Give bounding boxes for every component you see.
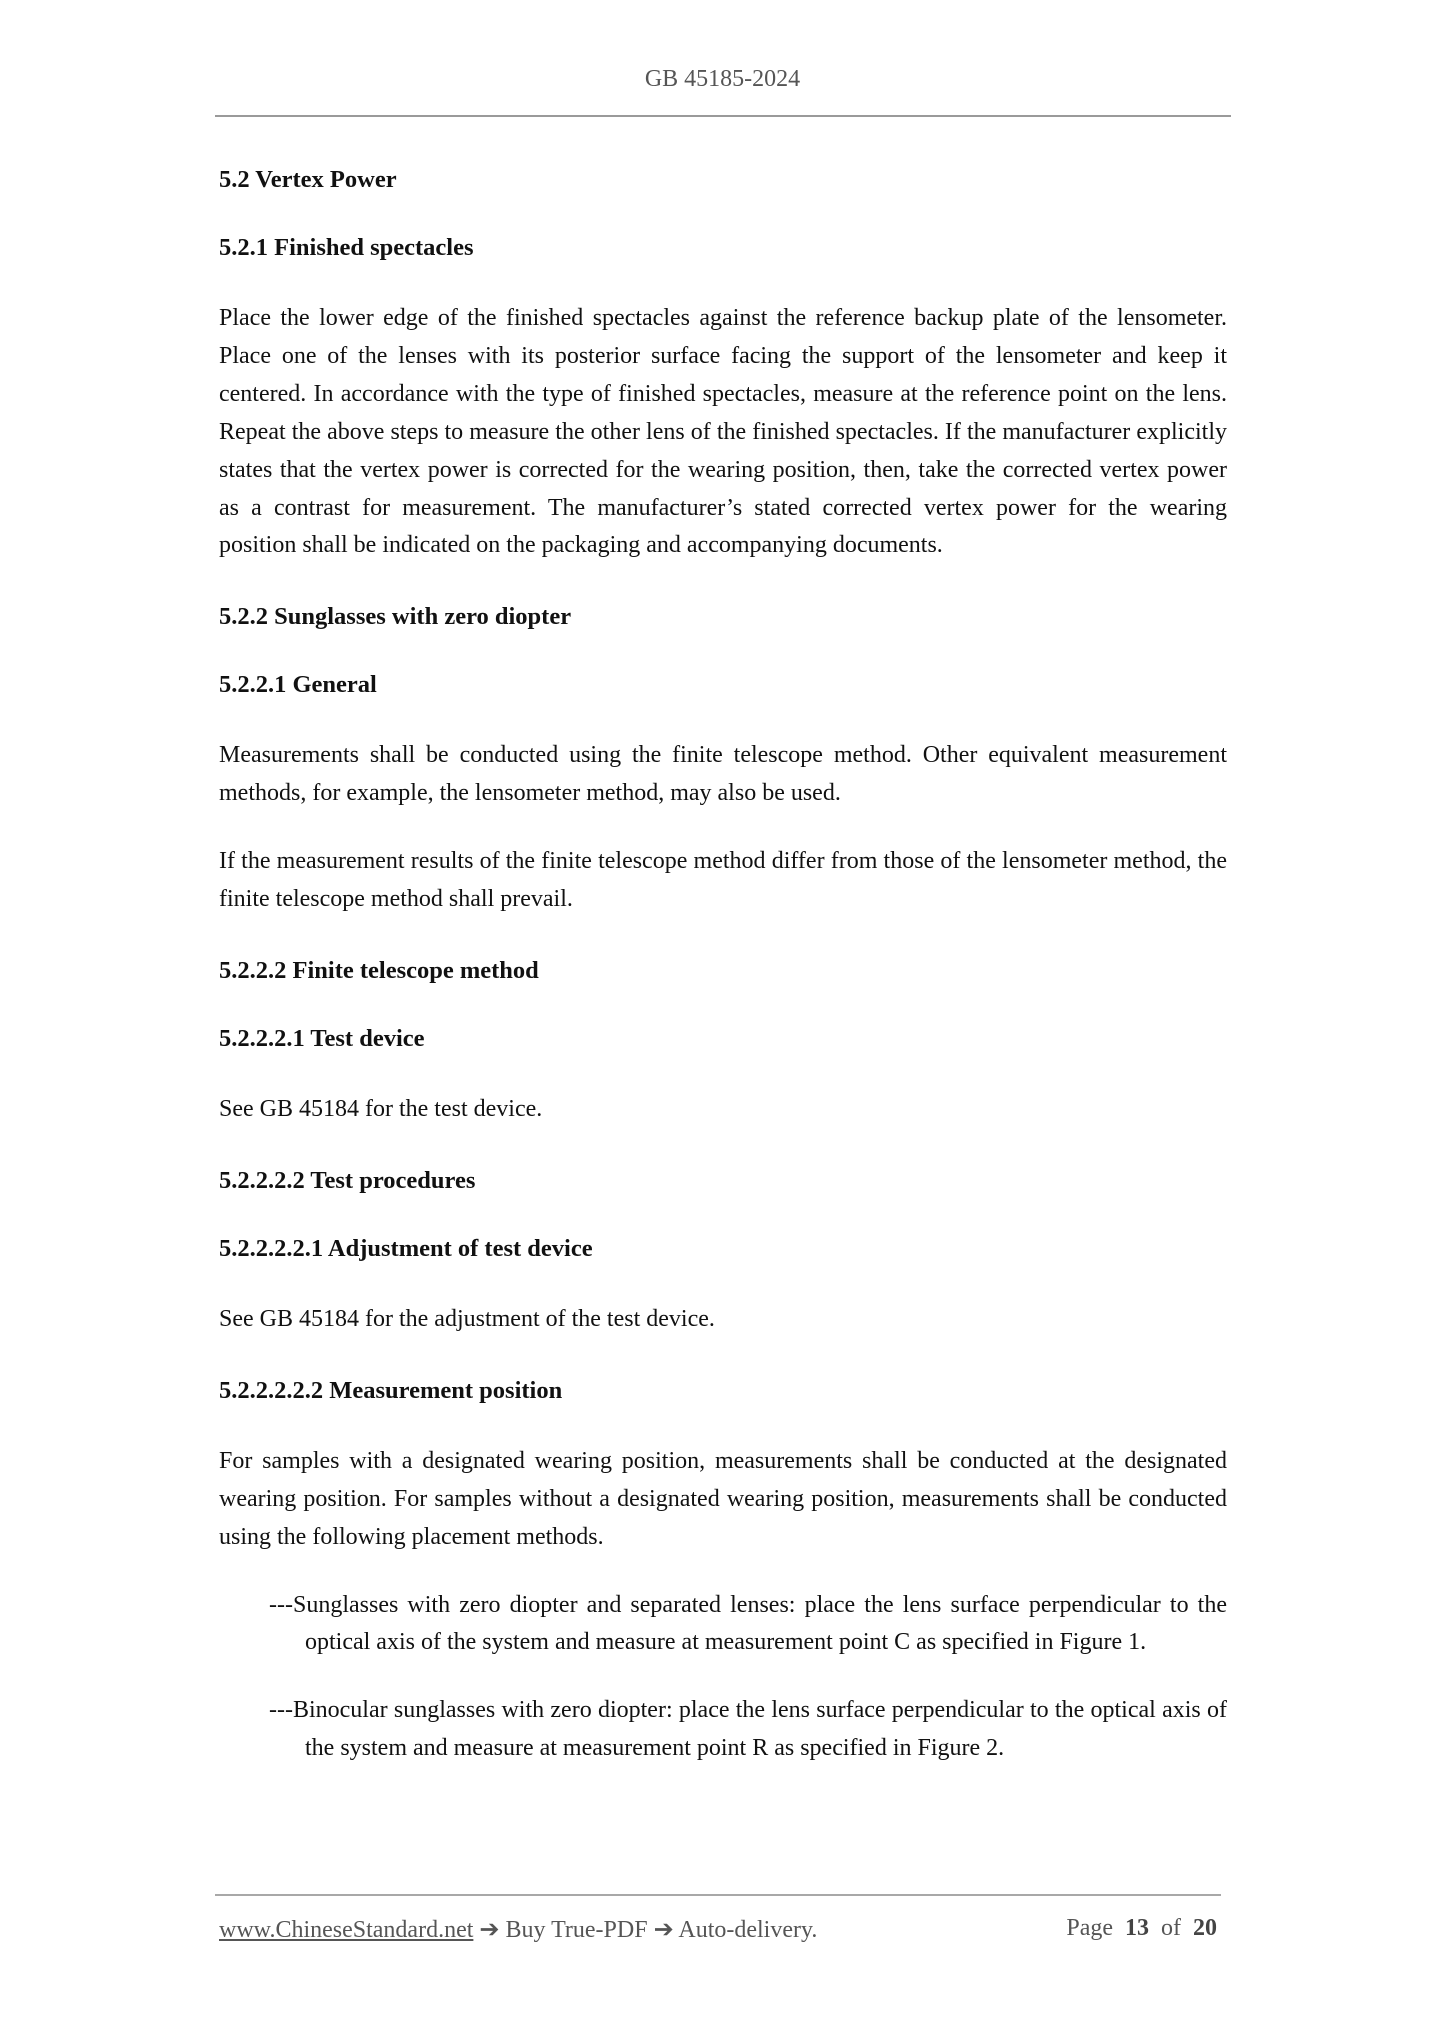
footer-buy-text: Buy True-PDF: [505, 1917, 648, 1943]
document-header-title: GB 45185-2024: [644, 66, 801, 92]
section-heading-5-2-2: 5.2.2 Sunglasses with zero diopter: [219, 603, 572, 631]
footer-promo: [219, 1915, 817, 1944]
section-heading-5-2: 5.2 Vertex Power: [219, 166, 397, 193]
paragraph-general-1: Measurements shall be conducted using the finite telescope method. Other equivalent measurement methods, for example, the lensometer method, may also be used.: [219, 742, 1227, 807]
page-of-label: of: [1161, 1915, 1181, 1941]
paragraph-finished-spectacles: Place the lower edge of the finished spectacles against the reference backup plate of the lensometer. Place one of the lenses with its posterior surface facing the support of the lensometer and keep it centered. In accordance with the type of finished spectacles, measure at the reference point on the lens. Repeat the above steps to measure the other lens of the finished spectacles. If the manufacturer explicitly states that the vertex power is corrected for the wearing position, then, take the corrected vertex power as a contrast for measurement. The manufacturer’s stated corrected vertex power for the wearing position shall be indicated on the packaging and accompanying documents.: [219, 305, 1227, 559]
footer-divider: [215, 1894, 1221, 1896]
document-body: [219, 164, 1227, 1768]
paragraph-measurement-position: For samples with a designated wearing position, measurements shall be conducted at the designated wearing position. For samples without a designated wearing position, measurements shall be conducted using the following placement methods.: [219, 1447, 1227, 1550]
paragraph-adjustment: See GB 45184 for the adjustment of the test device.: [219, 1305, 715, 1332]
page-label: Page: [1066, 1915, 1113, 1941]
section-heading-5-2-2-2-1: 5.2.2.2.1 Test device: [219, 1024, 425, 1052]
paragraph-general-2: If the measurement results of the finite telescope method differ from those of the lensometer method, the finite telescope method shall prevail.: [219, 848, 1227, 913]
section-heading-5-2-2-1: 5.2.2.1 General: [219, 671, 377, 699]
list-item-binocular: ---Binocular sunglasses with zero diopter: place the lens surface perpendicular to the optical axis of the system and measure at measurement point R as specified in Figure 2.: [269, 1697, 1227, 1762]
page-total: 20: [1193, 1915, 1217, 1941]
list-item-separated-lenses: ---Sunglasses with zero diopter and separated lenses: place the lens surface perpendicular to the optical axis of the system and measure at measurement point C as specified in Figure 1.: [269, 1591, 1227, 1656]
page-footer: [219, 1915, 1219, 1949]
section-heading-5-2-2-2-2-1: 5.2.2.2.2.1 Adjustment of test device: [219, 1234, 593, 1262]
footer-delivery-text: Auto-delivery.: [678, 1917, 818, 1943]
section-heading-5-2-1: 5.2.1 Finished spectacles: [219, 234, 474, 261]
arrow-right-icon: ➔: [653, 1917, 674, 1943]
section-heading-5-2-2-2-2-2: 5.2.2.2.2.2 Measurement position: [219, 1376, 563, 1404]
page-current: 13: [1125, 1915, 1149, 1941]
chinesestandard-link[interactable]: www.ChineseStandard.net: [219, 1917, 474, 1943]
arrow-right-icon: ➔: [479, 1917, 500, 1943]
section-heading-5-2-2-2-2: 5.2.2.2.2 Test procedures: [219, 1166, 476, 1194]
section-heading-5-2-2-2: 5.2.2.2 Finite telescope method: [219, 956, 539, 984]
page-number: [1066, 1915, 1217, 1942]
paragraph-test-device: See GB 45184 for the test device.: [219, 1095, 543, 1122]
header-divider: [215, 115, 1231, 117]
